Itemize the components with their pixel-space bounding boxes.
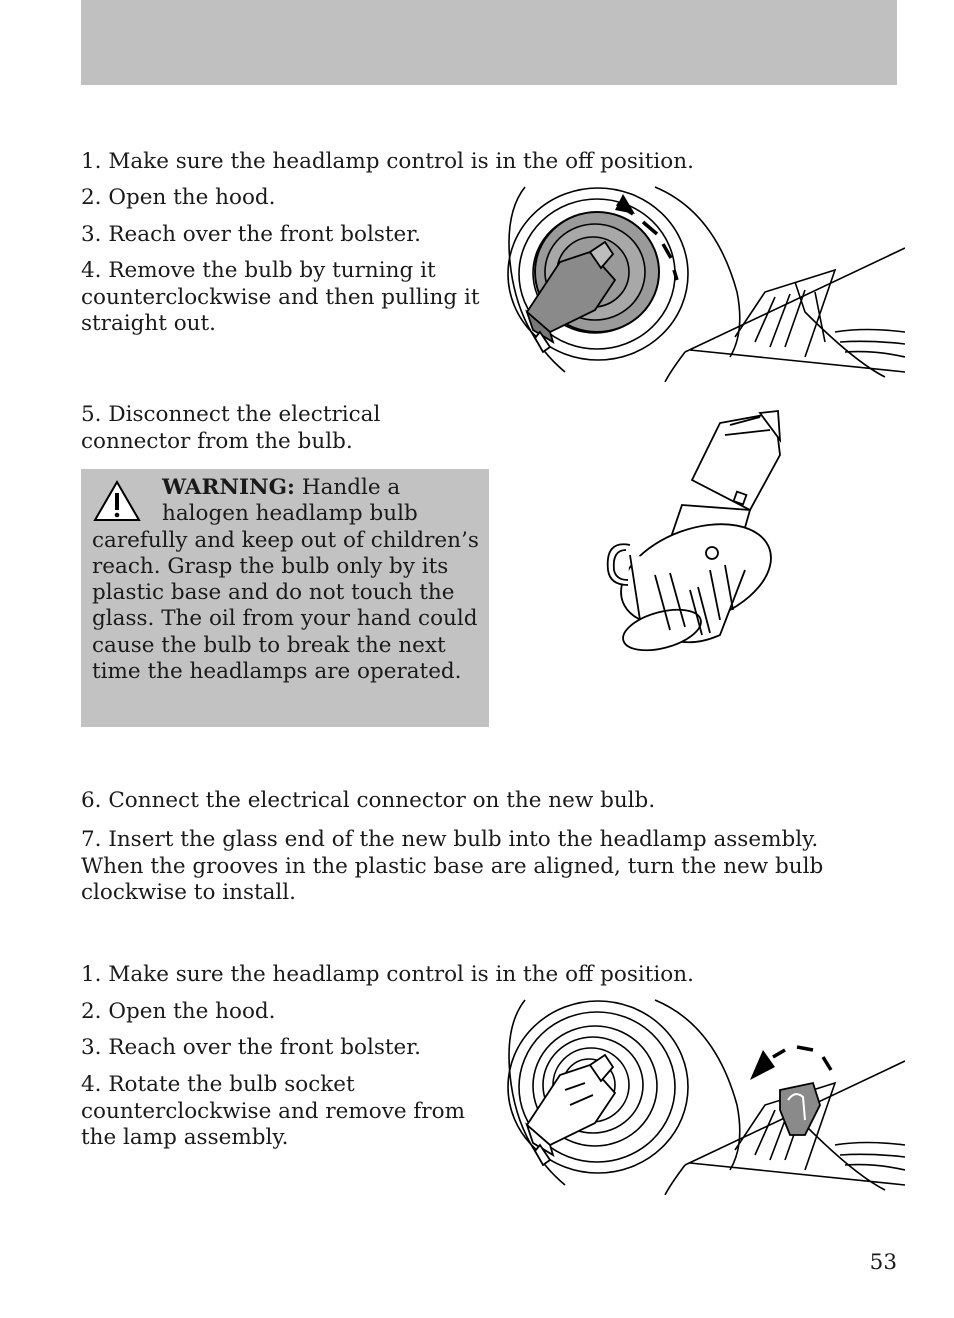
step-4b-text: 4. Rotate the bulb socket counterclockwise and remove from the lamp assembly. <box>81 1072 465 1150</box>
warning-box <box>81 469 489 727</box>
header-bar <box>81 0 897 85</box>
step-4-text: 4. Remove the bulb by turning it counterclockwise and then pulling it straight out. <box>81 258 480 336</box>
step-1-text: 1. Make sure the headlamp control is in the off position. <box>81 149 694 174</box>
warning-label: WARNING: <box>162 475 295 500</box>
rotate-socket-illustration <box>505 995 905 1195</box>
warning-body: Handle a halogen headlamp bulb carefully and keep out of children’s reach. Grasp the bulb only by its plastic base and do not touch the glass. The oil from your hand could cause the bulb to break the next time the headlamps are operated. <box>92 475 479 685</box>
warning-text <box>92 475 484 685</box>
step-1b-text: 1. Make sure the headlamp control is in the off position. <box>81 962 694 987</box>
step-2-text: 2. Open the hood. <box>81 185 276 210</box>
step-6-text: 6. Connect the electrical connector on the new bulb. <box>81 788 656 813</box>
step-5-text: 5. Disconnect the electrical connector from the bulb. <box>81 402 381 454</box>
step-3b-text: 3. Reach over the front bolster. <box>81 1035 422 1060</box>
page-number: 53 <box>869 1250 897 1275</box>
step-7-text: 7. Insert the glass end of the new bulb into the headlamp assembly. When the grooves in the plastic base are aligned, turn the new bulb clockwise to install. <box>81 827 824 905</box>
remove-bulb-illustration <box>505 182 905 382</box>
step-3-text: 3. Reach over the front bolster. <box>81 222 422 247</box>
step-2b-text: 2. Open the hood. <box>81 999 276 1024</box>
halogen-bulb-illustration <box>600 405 800 655</box>
